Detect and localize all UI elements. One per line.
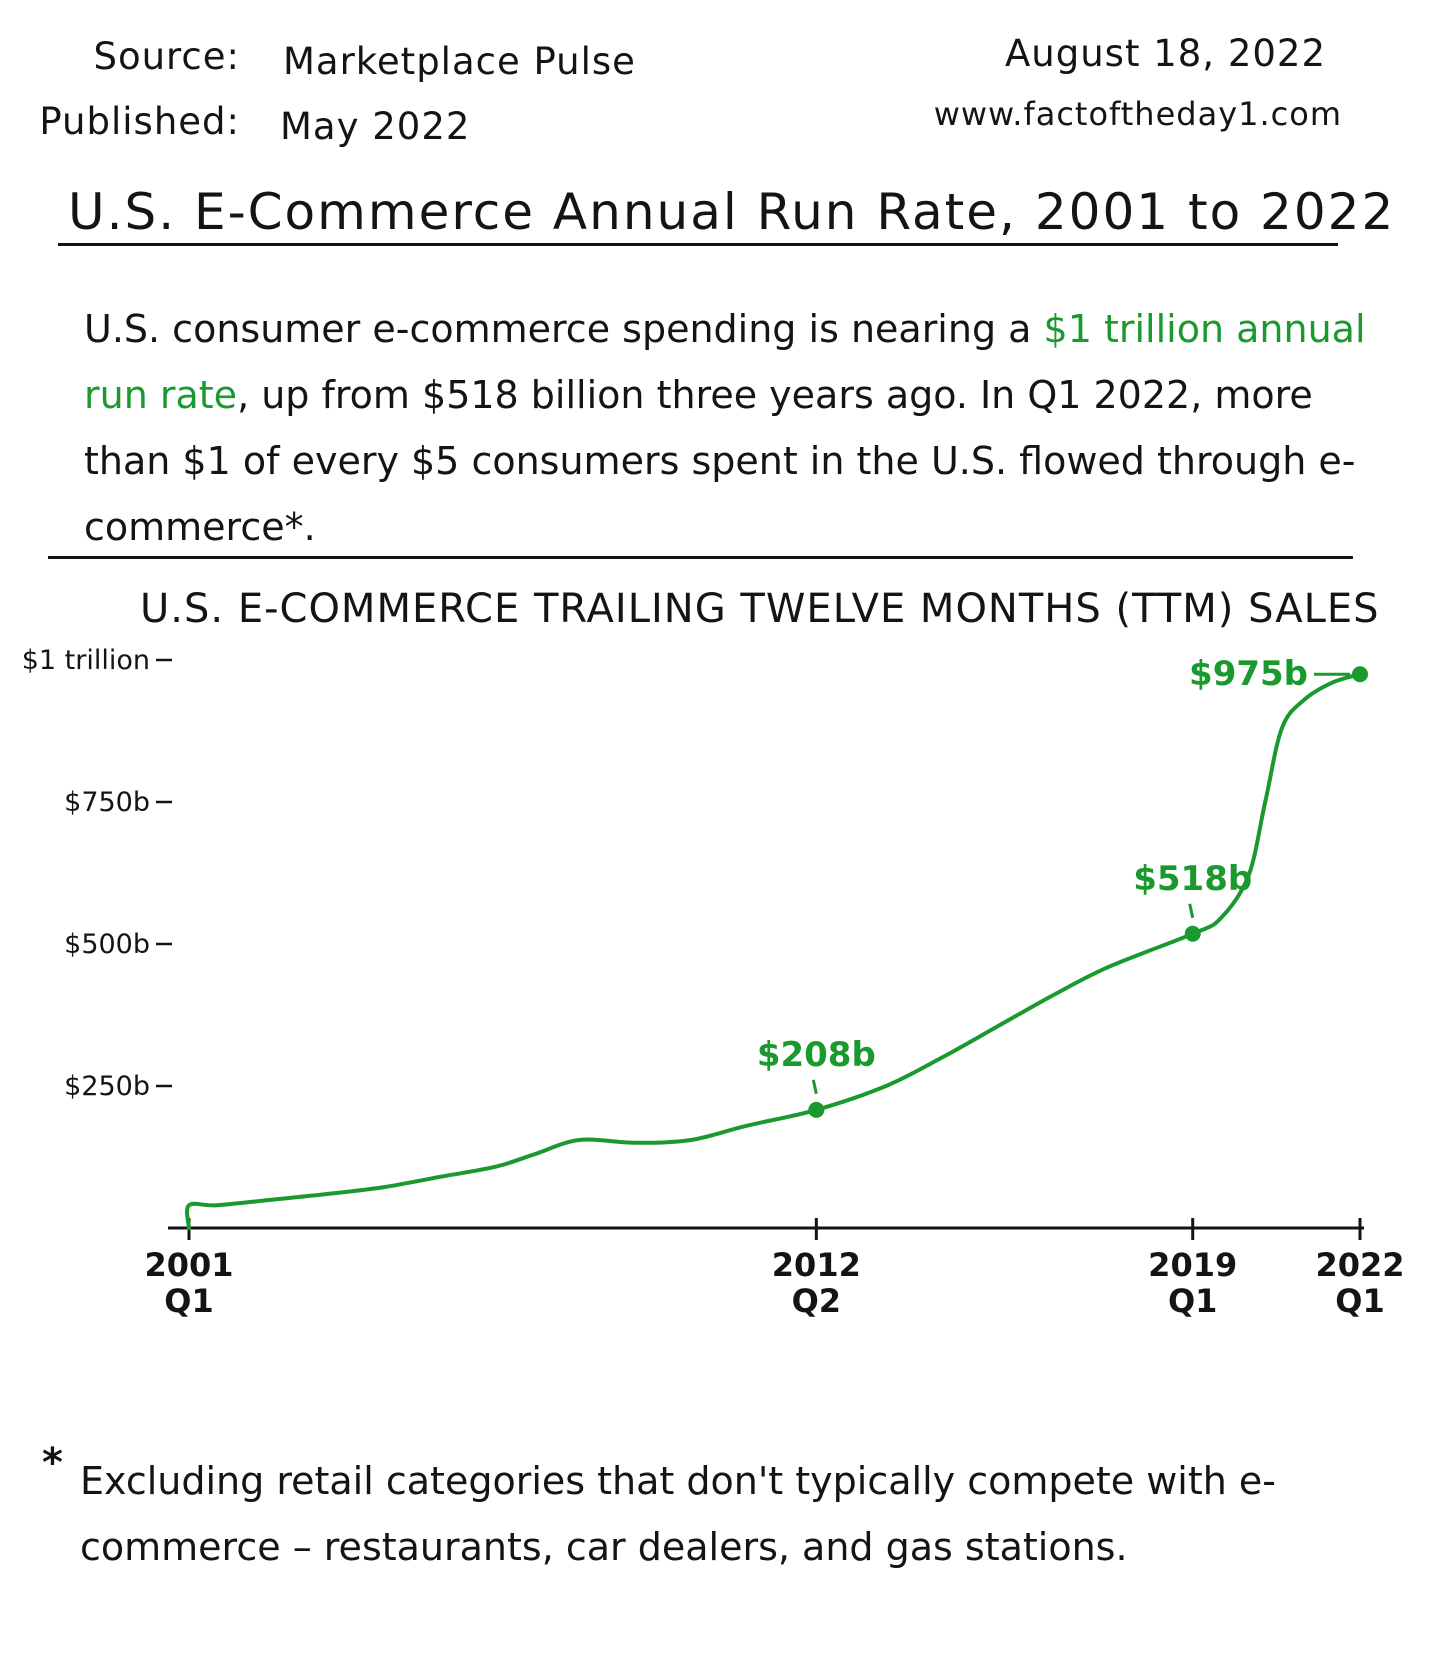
data-label: $518b <box>1133 858 1253 899</box>
summary-text-end: , up from $518 billion three years ago. In Q1 2022, more than $1 of every $5 consumers spent in the U.S. flowed through e-commerce*. <box>84 373 1356 549</box>
annotation-layer <box>757 654 1368 1118</box>
published-value: May 2022 <box>280 105 471 148</box>
series-layer <box>187 674 1360 1228</box>
footnote-marker: * <box>42 1440 63 1486</box>
website-url: www.factoftheday1.com <box>933 95 1342 133</box>
published-label: Published: <box>39 100 240 143</box>
series-line <box>187 674 1360 1228</box>
x-axis <box>144 1218 1404 1320</box>
data-label-leader <box>813 1080 816 1094</box>
x-tick-label-quarter: Q1 <box>1167 1282 1218 1320</box>
source-value: Marketplace Pulse <box>283 40 636 83</box>
footnote-text: Excluding retail categories that don't typically compete with e-commerce – restaurants, car dealers, and gas stations. <box>80 1459 1276 1569</box>
y-tick-label: $1 trillion <box>21 645 150 676</box>
data-point-marker <box>1352 666 1368 682</box>
chart-title: U.S. E-COMMERCE TRAILING TWELVE MONTHS (TTM) SALES <box>140 586 1380 632</box>
x-tick-label-quarter: Q2 <box>791 1282 842 1320</box>
x-tick-label-year: 2001 <box>144 1246 234 1284</box>
summary-highlight: $1 trillion annual run rate <box>84 307 1366 417</box>
x-tick-label-year: 2022 <box>1315 1246 1405 1284</box>
x-tick-label-year: 2012 <box>771 1246 861 1284</box>
data-point-marker <box>1185 926 1201 942</box>
data-point-marker <box>808 1102 824 1118</box>
y-tick-label: $500b <box>64 929 150 960</box>
x-tick-label-quarter: Q1 <box>1335 1282 1385 1320</box>
x-tick-label-quarter: Q1 <box>164 1282 214 1320</box>
data-label: $975b <box>1189 654 1308 695</box>
summary-text-start: U.S. consumer e-commerce spending is nearing a <box>84 307 1044 351</box>
y-axis <box>22 645 172 1102</box>
x-tick-label-year: 2019 <box>1148 1246 1238 1284</box>
page-title: U.S. E-Commerce Annual Run Rate, 2001 to 2022 <box>58 183 1338 246</box>
source-label: Source: <box>93 35 240 78</box>
y-tick-label: $250b <box>64 1071 150 1102</box>
data-label-leader <box>1190 904 1193 918</box>
y-tick-label: $750b <box>64 787 150 818</box>
data-label: $208b <box>756 1034 876 1075</box>
publication-date: August 18, 2022 <box>1004 32 1326 75</box>
